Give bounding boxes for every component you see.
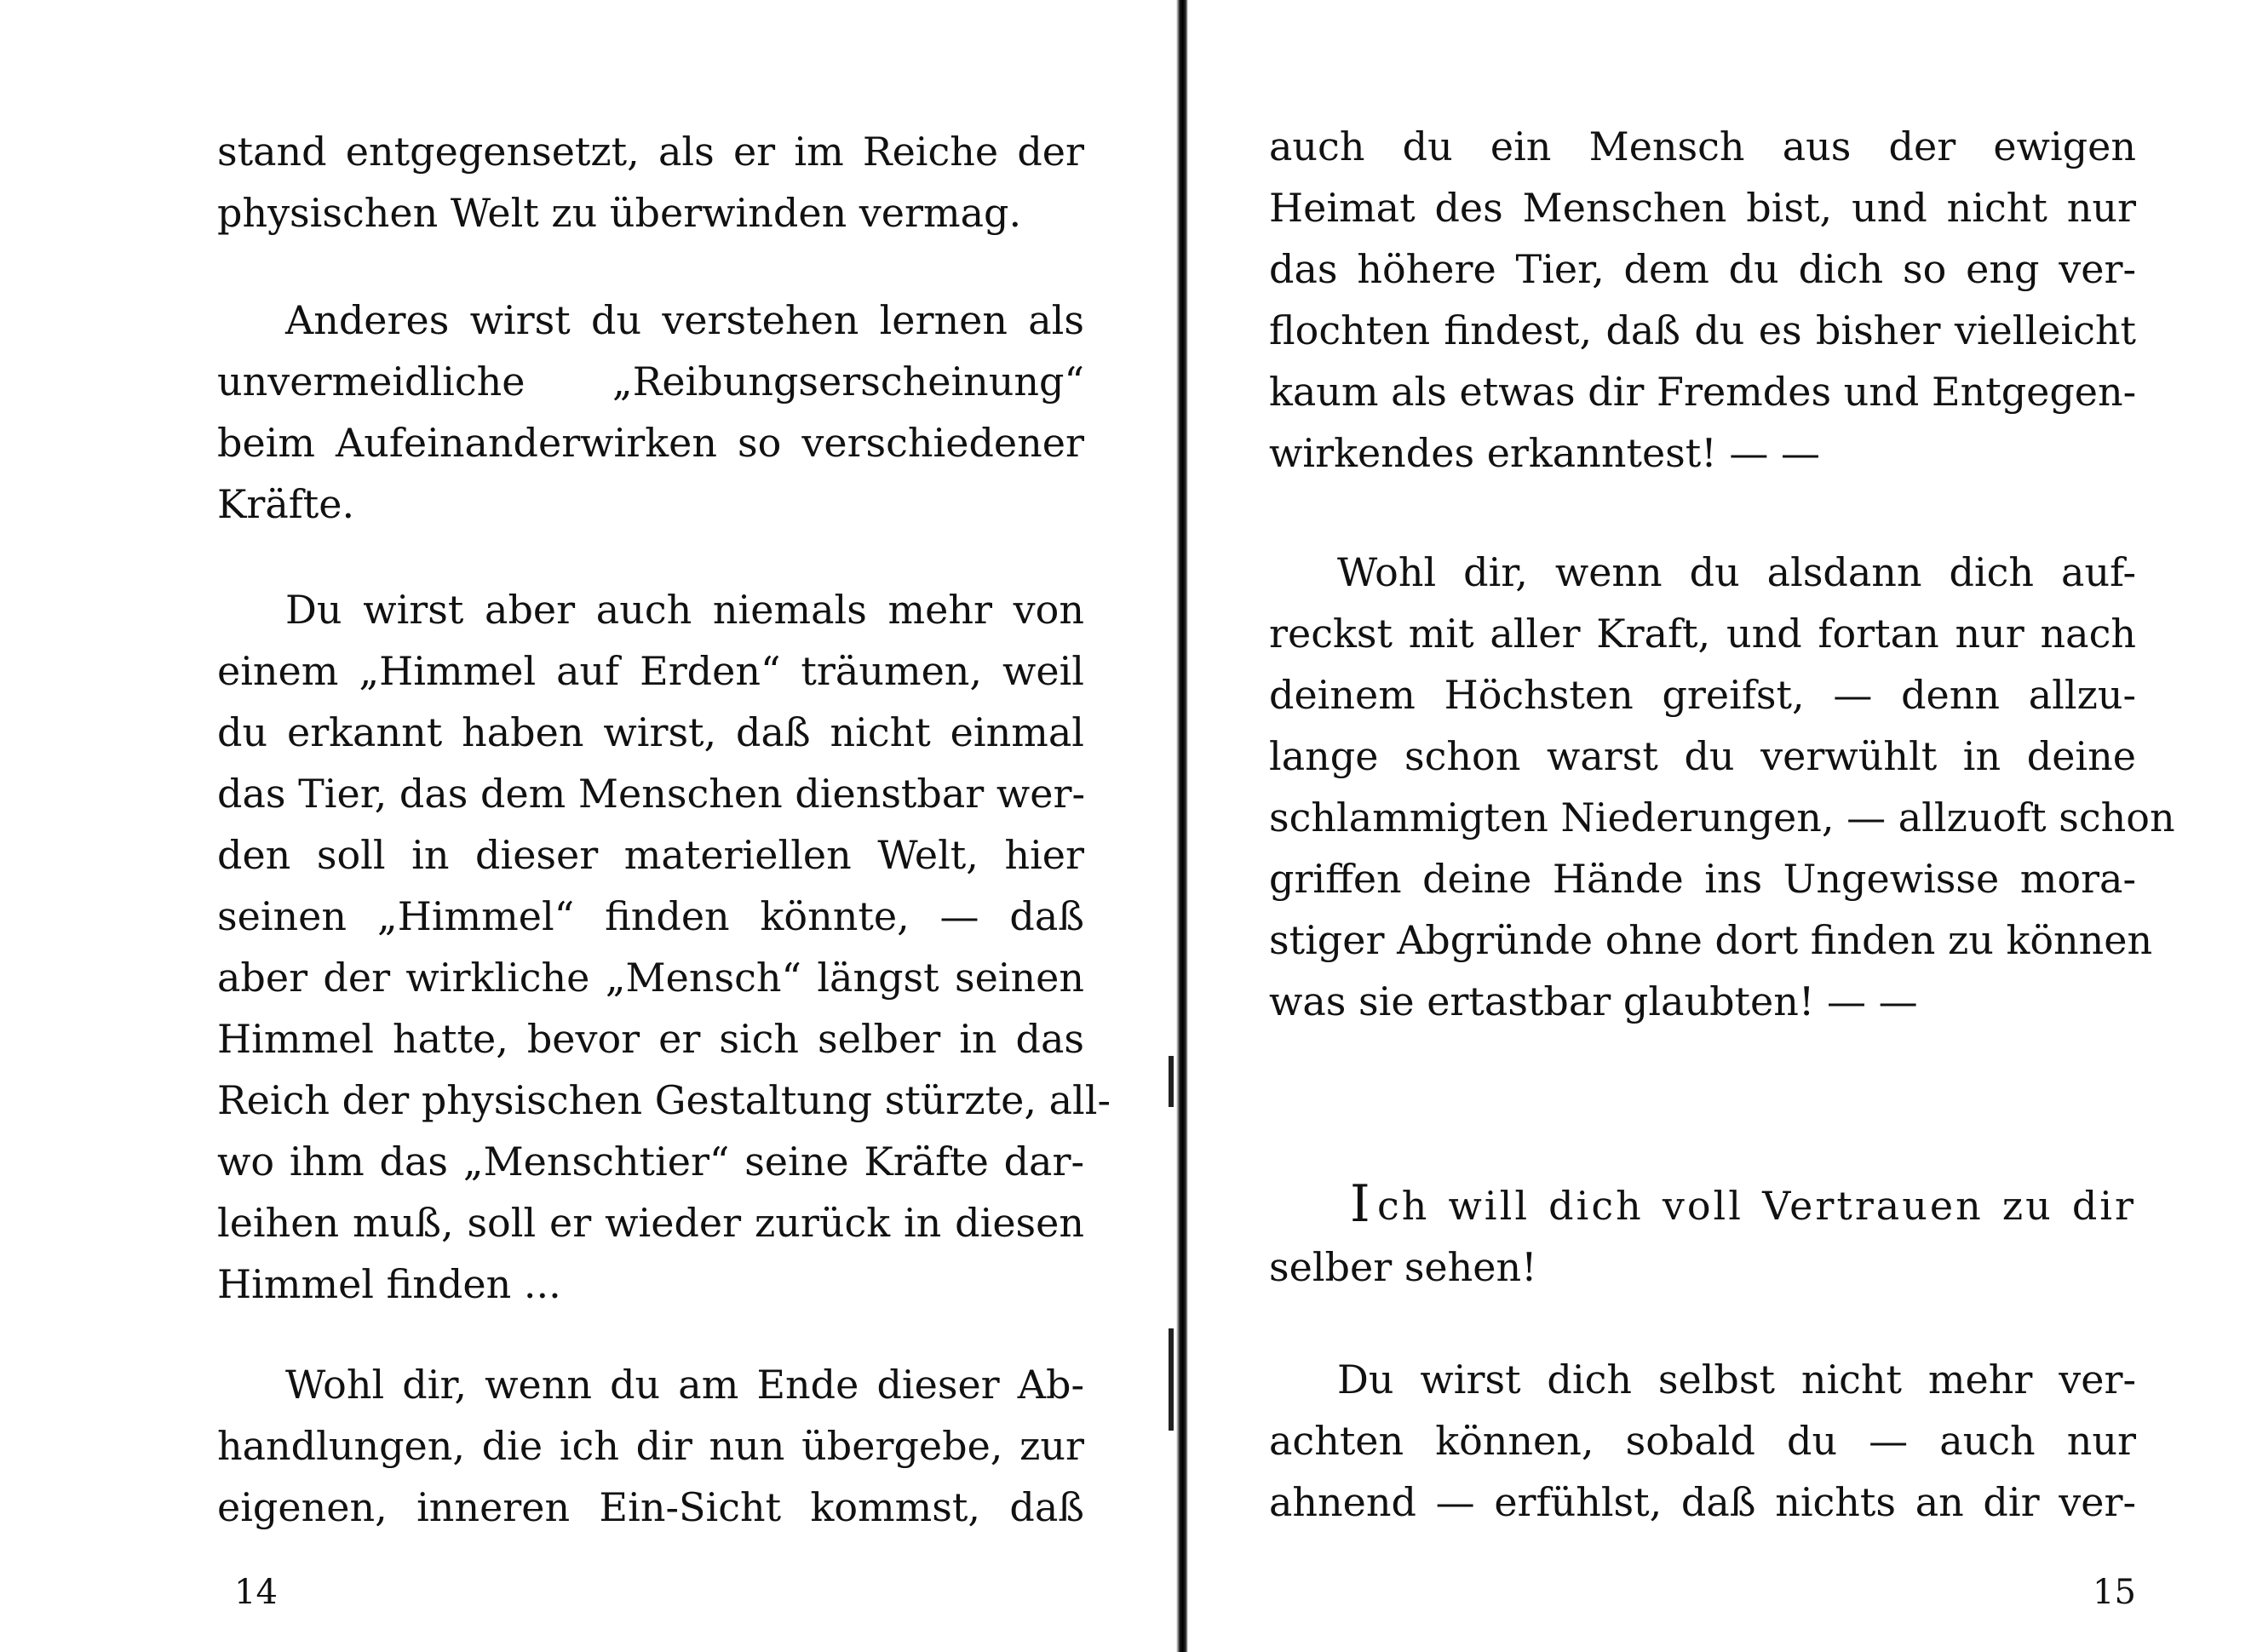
text-line: Wohl dir, wenn du alsdann dich auf- <box>1337 549 2136 595</box>
text-line: Wohl dir, wenn du am Ende dieser Ab- <box>285 1362 1084 1408</box>
text-line: Anderes wirst du verstehen lernen als <box>285 297 1084 343</box>
initial-capital: I <box>1350 1174 1370 1234</box>
text-line: ahnend — erfühlst, daß nichts an dir ver- <box>1269 1479 2136 1525</box>
text-line: griffen deine Hände ins Ungewisse mora- <box>1269 856 2136 902</box>
text-line: lange schon warst du verwühlt in deine <box>1269 733 2136 779</box>
text-line: stiger Abgründe ohne dort finden zu können <box>1269 917 2153 963</box>
text-line: beim Aufeinanderwirken so verschiedener <box>217 420 1084 466</box>
text-line: auch du ein Mensch aus der ewigen <box>1269 123 2136 169</box>
text-line: physischen Welt zu überwinden vermag. <box>217 190 1022 236</box>
text-line: leihen muß, soll er wieder zurück in diesen <box>217 1200 1084 1246</box>
text-line: deinem Höchsten greifst, — denn allzu- <box>1269 672 2136 718</box>
text-line: was sie ertastbar glaubten! — — <box>1269 978 1918 1024</box>
text-line: den soll in dieser materiellen Welt, hier <box>217 832 1084 878</box>
text-line: Himmel hatte, bevor er sich selber in das <box>217 1016 1084 1062</box>
text-line: Himmel finden ... <box>217 1261 561 1307</box>
text-line: reckst mit aller Kraft, und fortan nur nach <box>1269 611 2136 657</box>
text-line: stand entgegensetzt, als er im Reiche der <box>217 129 1084 175</box>
text-line: das Tier, das dem Menschen dienstbar wer- <box>217 771 1086 817</box>
text-line: schlammigten Niederungen, — allzuoft schon <box>1269 794 2175 840</box>
text-line: aber der wirkliche „Mensch“ längst seinen <box>217 955 1084 1001</box>
text-line: unvermeidliche „Reibungserscheinung“ <box>217 359 1084 404</box>
text-line: eigenen, inneren Ein-Sicht kommst, daß <box>217 1484 1084 1530</box>
text-line: wirkendes erkanntest! — — <box>1269 430 1820 476</box>
page-number: 14 <box>234 1573 278 1612</box>
text-line: Du wirst aber auch niemals mehr von <box>285 587 1084 633</box>
text-line: kaum als etwas dir Fremdes und Entgegen- <box>1269 369 2137 415</box>
text-line: Heimat des Menschen bist, und nicht nur <box>1269 185 2136 231</box>
text-line: du erkannt haben wirst, daß nicht einmal <box>217 709 1084 755</box>
text-line: Reich der physischen Gestaltung stürzte, all- <box>217 1077 1111 1123</box>
text-line: Kräfte. <box>217 481 355 527</box>
text-line: wo ihm das „Menschtier“ seine Kräfte dar- <box>217 1139 1084 1185</box>
page-number: 15 <box>2093 1573 2136 1612</box>
text-line: das höhere Tier, dem du dich so eng ver- <box>1269 246 2136 292</box>
text-line: achten können, sobald du — auch nur <box>1269 1418 2136 1464</box>
text-line: handlungen, die ich dir nun übergebe, zur <box>217 1423 1084 1469</box>
text-line: seinen „Himmel“ finden könnte, — daß <box>217 893 1084 939</box>
text-line: ch will dich voll Vertrauen zu dir <box>1377 1183 2136 1229</box>
text-line: einem „Himmel auf Erden“ träumen, weil <box>217 648 1084 694</box>
book-gutter <box>1176 0 1188 1652</box>
text-line: selber sehen! <box>1269 1244 1537 1290</box>
right-page <box>1188 0 2257 1652</box>
text-line: flochten findest, daß du es bisher vielleicht <box>1269 307 2136 353</box>
text-line: Du wirst dich selbst nicht mehr ver- <box>1337 1357 2136 1402</box>
